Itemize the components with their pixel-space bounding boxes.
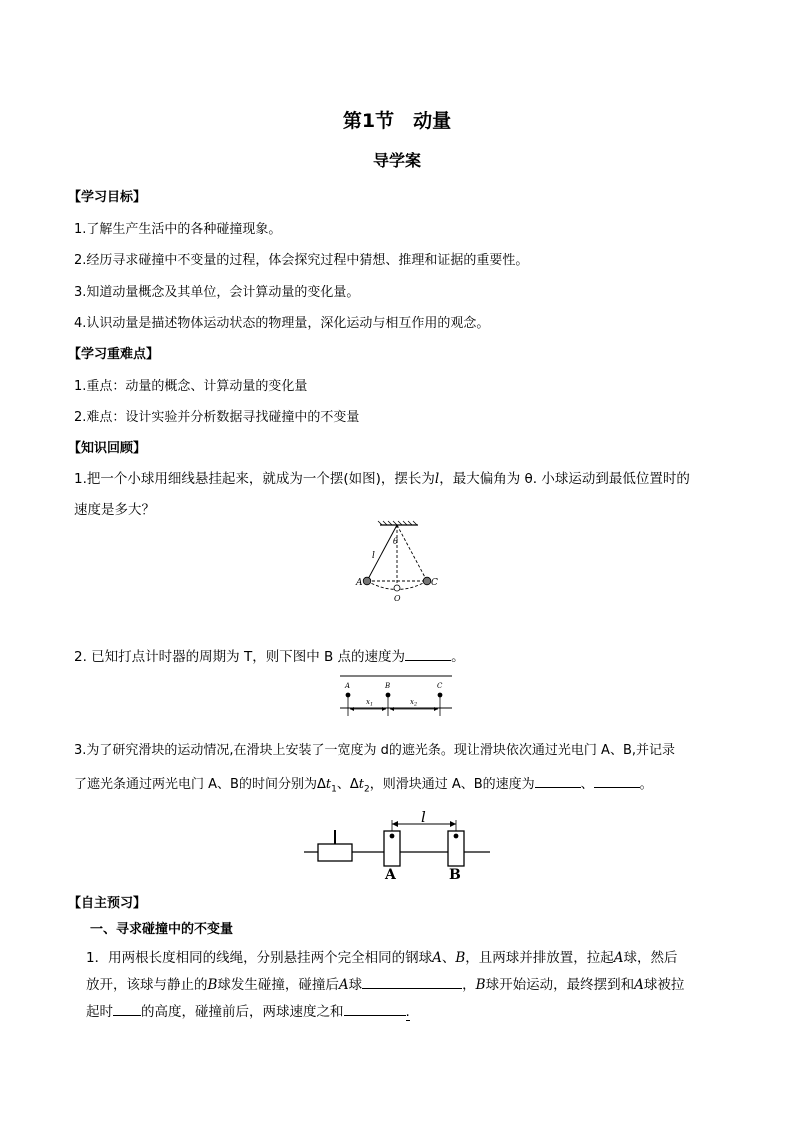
tape-c-label: C [437, 682, 443, 690]
answer-blank[interactable] [405, 646, 451, 661]
answer-blank[interactable] [113, 1001, 141, 1016]
ball-o [394, 585, 400, 591]
answer-blank[interactable] [362, 974, 462, 989]
goal-item: 2.经历寻求碰撞中不变量的过程，体会探究过程中猜想、推理和证据的重要性。 [74, 253, 529, 268]
point-o-label: O [394, 594, 401, 602]
keypoint-item: 2.难点：设计实验并分析数据寻找碰撞中的不变量 [74, 410, 360, 425]
dot-a [346, 693, 351, 698]
slider-block [318, 844, 352, 861]
page-title: 第1节 动量 [342, 110, 452, 132]
keypoint-item: 1.重点：动量的概念、计算动量的变化量 [74, 379, 308, 394]
question-1-line1: 1.把一个小球用细线悬挂起来，就成为一个摆(如图)，摆长为l，最大偏角为 θ. 小球运动到最低位置时的 [74, 471, 690, 487]
question-3-line1: 3.为了研究滑块的运动情况,在滑块上安装了一宽度为 d的遮光条。现让滑块依次通过光电门 A、B,并记录 [74, 743, 675, 758]
tape-b-label: B [385, 682, 391, 690]
question-1-line2: 速度是多大？ [74, 502, 155, 518]
point-a-label: A [356, 578, 363, 588]
review-heading: 【知识回顾】 [68, 441, 147, 456]
theta-label: θ [393, 537, 398, 546]
pendulum-diagram [350, 520, 450, 602]
tape-diagram [332, 673, 460, 719]
preview-line3: 起时 的高度，碰撞前后，两球速度之和 . [86, 1000, 410, 1020]
keypoints-heading: 【学习重难点】 [68, 347, 160, 362]
tape-a-label: A [345, 682, 351, 690]
answer-blank-a[interactable] [535, 773, 581, 788]
dot-c [438, 693, 443, 698]
question-2: 2. 已知打点计时器的周期为 T，则下图中 B 点的速度为 。 [74, 645, 465, 665]
ball-a [363, 577, 371, 585]
gate-b-label: B [449, 867, 461, 881]
goal-item: 4.认识动量是描述物体运动状态的物理量，深化运动与相互作用的观念。 [74, 316, 490, 331]
goal-item: 1.了解生产生活中的各种碰撞现象。 [74, 222, 282, 237]
preview-line2: 放开，该球与静止的B球发生碰撞，碰撞后A球 ，B球开始运动，最终摆到和A球被拉 [86, 973, 684, 993]
dot-b [386, 693, 391, 698]
preview-line1: 1．用两根长度相同的线绳，分别悬挂两个完全相同的钢球A、B，且两球并排放置，拉起A球，然后 [86, 950, 678, 966]
goal-item: 3.知道动量概念及其单位，会计算动量的变化量。 [74, 285, 360, 300]
answer-blank-b[interactable] [594, 773, 640, 788]
goals-heading: 【学习目标】 [68, 190, 147, 205]
preview-subheading: 一、寻求碰撞中的不变量 [90, 922, 234, 937]
answer-blank[interactable] [344, 1001, 406, 1016]
gate-a-label: A [385, 867, 396, 881]
tape-x2-label: $x_2$ [410, 698, 418, 708]
gate-distance-label: l [421, 808, 426, 826]
question-3-line2: 了遮光条通过两光电门 A、B的时间分别为$\Delta t_1$、$\Delta t_2$，则滑块通过 A、B的速度为 、 。 [74, 773, 653, 795]
tape-x1-label: $x_1$ [366, 698, 374, 708]
photogate-diagram [300, 803, 495, 881]
point-c-label: C [431, 578, 438, 588]
preview-heading: 【自主预习】 [68, 896, 147, 911]
length-label: l [372, 551, 375, 561]
page-subtitle: 导学案 [372, 151, 421, 170]
ball-c [423, 577, 431, 585]
